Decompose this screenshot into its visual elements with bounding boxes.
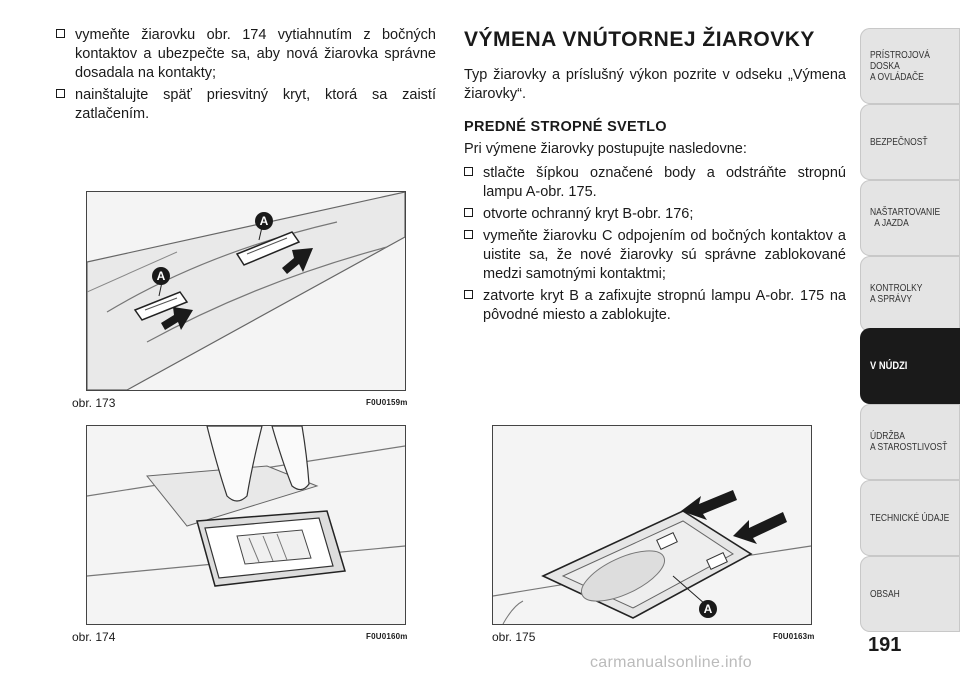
checkbox-bullet-icon [56,89,65,98]
svg-text:A: A [703,602,713,616]
bulb-replacement-illustration [87,426,405,624]
tab-technicke-udaje[interactable]: TECHNICKÉ ÚDAJE [860,480,960,556]
subsection-title: PREDNÉ STROPNÉ SVETLO [464,119,667,135]
list-item: vymeňte žiarovku C odpojením od bočných kontaktov a uistite sa, že nové žiarovky sú správne zablokované medzi samotnými kontaktmi; [464,227,846,284]
checkbox-bullet-icon [56,29,65,38]
tab-bezpecnost[interactable]: BEZPEČNOSŤ [860,104,960,180]
section-title: VÝMENA VNÚTORNEJ ŽIAROVKY [464,28,815,51]
front-ceiling-lamp-illustration [493,426,811,624]
svg-text:A: A [156,269,166,283]
checkbox-bullet-icon [464,290,473,299]
right-column-text [464,28,846,328]
figure-code: F0U0160m [366,632,408,641]
list-item: nainštalujte späť priesvitný kryt, ktorá sa zaistí zatlačením. [56,86,436,124]
tab-udrzba[interactable]: ÚDRŽBA A STAROSTLIVOSŤ [860,404,960,480]
figure-code: F0U0159m [366,398,408,407]
checkbox-bullet-icon [464,167,473,176]
watermark: carmanualsonline.info [590,654,752,671]
figure-175 [492,425,812,625]
svg-text:A: A [259,214,269,228]
figure-caption: obr. 174 [72,630,116,644]
intro-text: Typ žiarovky a príslušný výkon pozrite v odseku „Výmena žiarovky“. [464,67,846,102]
ceiling-lamps-illustration [87,192,405,390]
tab-kontrolky[interactable]: KONTROLKY A SPRÁVY [860,256,960,332]
tab-obsah[interactable]: OBSAH [860,556,960,632]
lead-text: Pri výmene žiarovky postupujte nasledovne: [464,141,747,157]
list-item: otvorte ochranný kryt B-obr. 176; [464,205,846,224]
list-item: vymeňte žiarovku obr. 174 vytiahnutím z bočných kontaktov a ubezpečte sa, aby nová žiarovka správne dosadala na kontakty; [56,26,436,83]
checkbox-bullet-icon [464,208,473,217]
page-number: 191 [868,634,902,656]
figure-caption: obr. 173 [72,396,116,410]
list-item: zatvorte kryt B a zafixujte stropnú lampu A-obr. 175 na pôvodné miesto a zablokujte. [464,287,846,325]
tab-nastartovanie[interactable]: NAŠTARTOVANIE A JAZDA [860,180,960,256]
tab-v-nudzi[interactable]: V NÚDZI [860,328,960,404]
left-column-text [56,26,436,127]
list-item: stlačte šípkou označené body a odstráňte stropnú lampu A-obr. 175. [464,164,846,202]
figure-173 [86,191,406,391]
figure-caption: obr. 175 [492,630,536,644]
figure-code: F0U0163m [773,632,815,641]
checkbox-bullet-icon [464,230,473,239]
figure-174 [86,425,406,625]
tab-pristrojova-doska[interactable]: PRÍSTROJOVÁ DOSKA A OVLÁDAČE [860,28,960,104]
chapter-sidebar [860,0,960,677]
